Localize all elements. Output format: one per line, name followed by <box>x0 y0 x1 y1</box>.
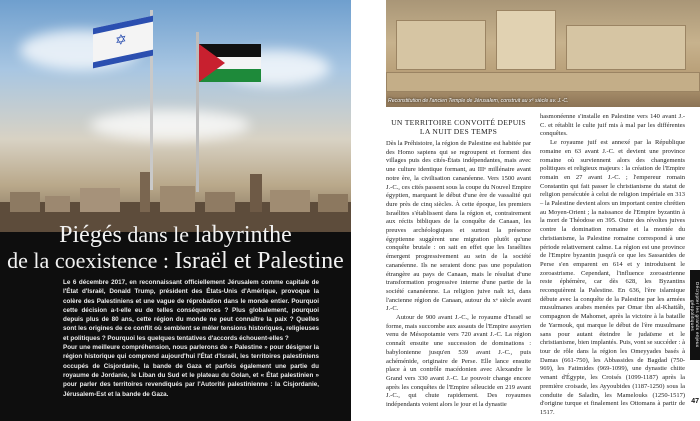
intro-text <box>63 278 319 399</box>
body-paragraph: Le royaume juif est annexé par la République romaine en 63 avant J.-C. et devient une province romaine où surviennent alors des changements politiques et religieux majeurs : la création de l'Empire romain en 27 avant J.-C. ; l'empereur romain Constantin qui fait passer le christianisme du statut de religion persécutée à celui de religion impériale en 313 – la Palestine devient alors un important centre chrétien au Moyen-Orient ; la naissance de l'Empire byzantin à la mort de Théodose en 395. Outre des révoltes juives contre la domination romaine et la montée du christianisme, la Palestine romaine correspond à une période relativement calme. La région est une province de l'Empire byzantin jusqu'à ce que les Sassanides de Perse s'en emparent en 614 et y introduisent le zoroastrisme. Cependant, l'influence zoroastrienne reste éphémère, car dès 628, les Byzantins reconquièrent la Palestine. En 636, l'ère islamique débute avec la conquête de la Palestine par les armées musulmanes arabes menées par Omar ibn al-Khattâb, compagnon de Mahomet, après la victoire à la bataille de Yarmouk, qui marque le début de l'ère musulmane sans pour autant éteindre le judaïsme et le christianisme, bien implantés. Puis, vont se succéder : à tour de rôle dans la région les Omeyyades basés à Damas (661-750), les Abbassides de Bagdad (750-969), les Fatimides (969-1099), une dynastie chiite venant d'Égypte, les Croisés (1099-1187) après la première croisade, les Ayyoubides (1187-1250) sous la conduite de Saladin, les Mamelouks (1250-1517) d'origine turque et finalement les Ottomans à partir de 1517. <box>540 139 685 416</box>
intro-paragraph: Le 6 décembre 2017, en reconnaissant officiellement Jérusalem comme capitale de l'État d'Israël, Donald Trump, président des États-Unis d'Amérique, provoque la colère des Palestiniens et une vague de réprobation dans le monde entier. Pourquoi cette décision a-t-elle eu de telles conséquences ? Plus globalement, pourquoi depuis plus de 80 ans, cette région du monde ne peut connaître la paix ? Quelles sont les origines de ce conflit où semblent se mêler tensions historiques, religieuses et politiques ? Pourquoi les quelques tentatives d'accords échouent-elles ? <box>63 279 319 342</box>
building <box>566 25 686 70</box>
photo-caption: Reconstitution de l'ancien Temple de Jérusalem, construit au xᵉ siècle av. J.-C. <box>388 98 569 104</box>
headline-word: de la coexistence : <box>7 248 175 273</box>
temple-reconstruction-photo <box>386 0 700 107</box>
body-paragraph: Dès la Préhistoire, la région de Palestine est habitée par des Homo sapiens qui se regroupent et forment des villages puis des cités-États indépendantes, mais avec une culture identique formant, au IIIᵉ millénaire avant notre ère, la civilisation cananéenne. Vers 1500 avant J.-C., ces cités passent sous la coupe du Nouvel Empire égyptien, marquant le début d'une ère de vassalité qui dure près de cinq siècles. À cette époque, les premiers Israélites s'établissent dans la région et, contrairement aux récits bibliques de la conquête de Canaan, les preuves archéologiques et surtout la présence égyptienne suggèrent une migration plutôt qu'une conquête brutale : on sait en effet que les Israélites émergent progressivement au sein de la société cananéenne. Ils ne seraient donc pas une population étrangère au pays de Canaan, mais le résultat d'une transformation progressive interne d'une partie de la société cananéenne. La religion juive naît ici, dans l'ancienne région de Canaan, autour du xᵉ siècle avant J.-C. <box>386 140 531 313</box>
intro-paragraph: Pour une meilleure compréhension, nous parlerons de « Palestine » pour désigner la région historique qui comprend aujourd'hui l'État d'Israël, les territoires palestiniens occupés de Cisjordanie, la bande de Gaza et parfois également une partie du royaume de Jordanie, le Liban du Sud et le plateau du Golan, et « État palestinien » pour parler des territoires revendiqués par l'Autorité palestinienne : la Cisjordanie, Jérusalem-Est et la bande de Gaza. <box>63 344 319 398</box>
right-page <box>351 0 700 421</box>
page-number: 47 <box>691 398 699 405</box>
headline-word: Israël et Palestine <box>174 248 344 274</box>
building <box>396 20 486 70</box>
section-title-line: LA NUIT DES TEMPS <box>419 127 498 136</box>
palestine-flag-icon <box>199 44 261 82</box>
headline-word: Piégés <box>59 222 122 248</box>
text-column-2 <box>540 113 685 418</box>
body-paragraph: Autour de 900 avant J.-C., le royaume d'Israël se forme, mais succombe aux assauts de l'Empire assyrien venu de Mésopotamie vers 720 avant J.-C. La région connaît ensuite une succession de dominations : babylonienne jusqu'en 539 avant J.-C., puis achéménide, originaire de Perse. Elle lance ensuite place à un contrôle macédonien avec Alexandre le Grand vers 330 avant J.-C. Le pouvoir change encore après les conquêtes de l'Empire séleucide en 219 avant J.-C., qui chute rapidement. Des royaumes indépendants voient alors le jour et la dynastie <box>386 314 531 409</box>
text-column-1 <box>386 118 531 410</box>
building <box>386 72 700 92</box>
headline <box>0 222 351 274</box>
headline-word: dans le <box>121 222 195 247</box>
cover-photo <box>0 0 351 232</box>
section-side-tab: Décrypter les grands enjeux géopolitiques <box>690 270 700 360</box>
section-title <box>386 118 531 136</box>
building <box>496 10 556 70</box>
israel-flag-icon: ✡ <box>93 16 153 69</box>
headline-word: labyrinthe <box>194 222 292 248</box>
section-title-line: UN TERRITOIRE CONVOITÉ DEPUIS <box>391 118 526 127</box>
cloud <box>90 110 250 140</box>
body-paragraph: hasmonéenne s'installe en Palestine vers 140 avant J.-C. et rétablit le culte juif mis à mal par les différentes conquêtes. <box>540 113 685 138</box>
